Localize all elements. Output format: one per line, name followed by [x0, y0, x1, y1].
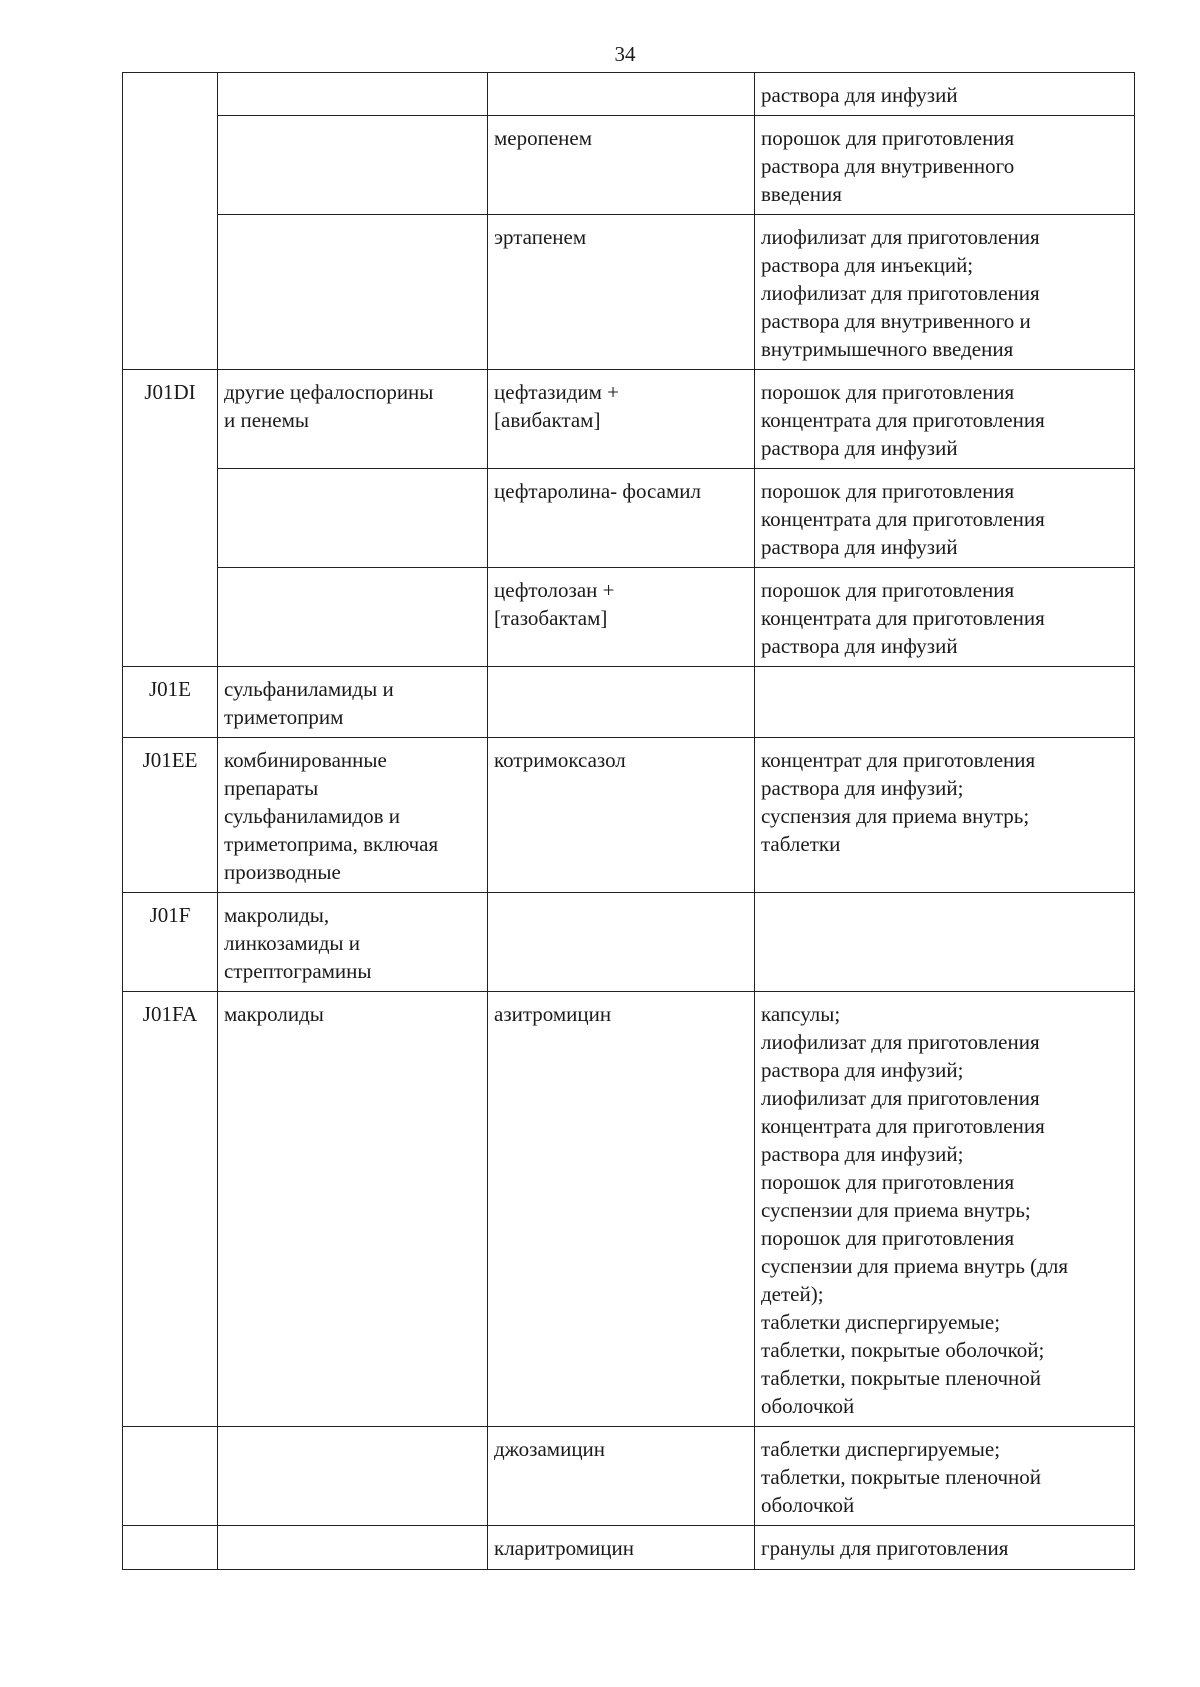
- atc-group-line: макролиды,: [224, 903, 330, 927]
- atc-group-line: триметоприм: [224, 705, 344, 729]
- table-row: [123, 215, 1135, 370]
- drug-name-line: [авибактам]: [494, 408, 601, 432]
- table-row: [123, 738, 1135, 893]
- table-row: [123, 116, 1135, 215]
- table-row: [123, 370, 1135, 469]
- dosage-forms-line: гранулы для приготовления: [761, 1536, 1009, 1560]
- atc-group-line: триметоприма, включая: [224, 832, 439, 856]
- atc-group-cell: [218, 469, 488, 568]
- drug-name-cell: [488, 568, 755, 667]
- dosage-forms-line: концентрата для приготовления: [761, 606, 1045, 630]
- table-row: [123, 893, 1135, 992]
- table-row: [123, 1427, 1135, 1526]
- atc-group-line: и пенемы: [224, 408, 310, 432]
- drug-name-cell: [488, 370, 755, 469]
- dosage-forms-line: порошок для приготовления: [761, 578, 1015, 602]
- dosage-forms-line: раствора для инфузий: [761, 634, 958, 658]
- dosage-forms-line: таблетки диспергируемые;: [761, 1437, 1001, 1461]
- drug-name-cell: [488, 893, 755, 992]
- dosage-forms-cell: [755, 215, 1135, 370]
- atc-group-line: макролиды: [224, 1002, 324, 1026]
- dosage-forms-line: концентрата для приготовления: [761, 1114, 1045, 1138]
- dosage-forms-line: порошок для приготовления: [761, 1170, 1015, 1194]
- drug-name-cell: [488, 1427, 755, 1526]
- atc-group-cell: [218, 215, 488, 370]
- dosage-forms-cell: [755, 568, 1135, 667]
- atc-group-cell: [218, 370, 488, 469]
- table-row: [123, 73, 1135, 116]
- table-row: [123, 469, 1135, 568]
- atc-group-line: линкозамиды и: [224, 931, 361, 955]
- dosage-forms-line: суспензии для приема внутрь (для: [761, 1254, 1069, 1278]
- dosage-forms-cell: [755, 893, 1135, 992]
- drug-name-line: джозамицин: [494, 1437, 606, 1461]
- dosage-forms-line: порошок для приготовления: [761, 380, 1015, 404]
- atc-code-cell: [123, 73, 218, 116]
- drug-name-line: цефтазидим +: [494, 380, 620, 404]
- atc-code-cell: [123, 1526, 218, 1570]
- drug-name-cell: [488, 738, 755, 893]
- atc-code-cell: J01F: [123, 893, 218, 992]
- dosage-forms-line: лиофилизат для приготовления: [761, 281, 1040, 305]
- dosage-forms-cell: [755, 992, 1135, 1427]
- dosage-forms-line: порошок для приготовления: [761, 1226, 1015, 1250]
- drug-name-line: кларитромицин: [494, 1536, 635, 1560]
- drug-name-line: [тазобактам]: [494, 606, 608, 630]
- atc-group-cell: [218, 1427, 488, 1526]
- drug-name-cell: [488, 73, 755, 116]
- dosage-forms-cell: [755, 1526, 1135, 1570]
- dosage-forms-cell: [755, 116, 1135, 215]
- dosage-forms-line: раствора для инфузий: [761, 535, 958, 559]
- atc-code-cell: [123, 116, 218, 215]
- drug-name-cell: [488, 1526, 755, 1570]
- dosage-forms-line: оболочкой: [761, 1493, 855, 1517]
- table-row: [123, 1526, 1135, 1570]
- atc-group-cell: [218, 568, 488, 667]
- atc-group-cell: [218, 1526, 488, 1570]
- atc-group-line: другие цефалоспорины: [224, 380, 434, 404]
- drug-name-line: меропенем: [494, 126, 593, 150]
- dosage-forms-line: раствора для инфузий: [761, 83, 958, 107]
- dosage-forms-line: таблетки: [761, 832, 841, 856]
- atc-group-line: сульфаниламиды и: [224, 677, 394, 701]
- dosage-forms-line: порошок для приготовления: [761, 479, 1015, 503]
- drug-table: [122, 72, 1135, 1570]
- atc-group-line: сульфаниламидов и: [224, 804, 400, 828]
- dosage-forms-line: концентрата для приготовления: [761, 507, 1045, 531]
- dosage-forms-line: раствора для внутривенного и: [761, 309, 1031, 333]
- drug-name-cell: [488, 215, 755, 370]
- atc-code-cell: J01DI: [123, 370, 218, 469]
- dosage-forms-line: внутримышечного введения: [761, 337, 1014, 361]
- dosage-forms-line: раствора для инфузий;: [761, 776, 964, 800]
- dosage-forms-cell: [755, 73, 1135, 116]
- dosage-forms-line: раствора для инфузий: [761, 436, 958, 460]
- dosage-forms-line: раствора для инъекций;: [761, 253, 974, 277]
- dosage-forms-line: концентрат для приготовления: [761, 748, 1036, 772]
- dosage-forms-line: капсулы;: [761, 1002, 841, 1026]
- dosage-forms-line: оболочкой: [761, 1394, 855, 1418]
- dosage-forms-line: лиофилизат для приготовления: [761, 1086, 1040, 1110]
- drug-name-cell: [488, 116, 755, 215]
- dosage-forms-line: концентрата для приготовления: [761, 408, 1045, 432]
- table-row: [123, 568, 1135, 667]
- atc-group-line: стрептограмины: [224, 959, 372, 983]
- drug-name-cell: [488, 667, 755, 738]
- dosage-forms-cell: [755, 738, 1135, 893]
- dosage-forms-line: лиофилизат для приготовления: [761, 1030, 1040, 1054]
- drug-name-cell: [488, 992, 755, 1427]
- dosage-forms-line: лиофилизат для приготовления: [761, 225, 1040, 249]
- dosage-forms-line: раствора для внутривенного: [761, 154, 1015, 178]
- dosage-forms-line: таблетки, покрытые пленочной: [761, 1465, 1042, 1489]
- atc-group-cell: [218, 667, 488, 738]
- drug-name-line: цефтолозан +: [494, 578, 615, 602]
- drug-name-line: эртапенем: [494, 225, 587, 249]
- dosage-forms-line: суспензии для приема внутрь;: [761, 1198, 1031, 1222]
- atc-group-cell: [218, 893, 488, 992]
- drug-name-line: котримоксазол: [494, 748, 626, 772]
- dosage-forms-cell: [755, 469, 1135, 568]
- atc-code-cell: [123, 1427, 218, 1526]
- atc-group-cell: [218, 116, 488, 215]
- atc-group-line: препараты: [224, 776, 319, 800]
- atc-code-cell: J01FA: [123, 992, 218, 1427]
- atc-group-cell: [218, 73, 488, 116]
- dosage-forms-cell: [755, 1427, 1135, 1526]
- page-number: 34: [614, 42, 636, 66]
- atc-code-cell: [123, 568, 218, 667]
- dosage-forms-cell: [755, 370, 1135, 469]
- atc-group-cell: [218, 738, 488, 893]
- dosage-forms-line: порошок для приготовления: [761, 126, 1015, 150]
- atc-group-cell: [218, 992, 488, 1427]
- dosage-forms-line: таблетки, покрытые пленочной: [761, 1366, 1042, 1390]
- dosage-forms-line: раствора для инфузий;: [761, 1142, 964, 1166]
- atc-group-line: производные: [224, 860, 341, 884]
- drug-name-line: азитромицин: [494, 1002, 612, 1026]
- table-row: [123, 992, 1135, 1427]
- table-row: [123, 667, 1135, 738]
- atc-group-line: комбинированные: [224, 748, 387, 772]
- dosage-forms-line: введения: [761, 182, 842, 206]
- atc-code-cell: [123, 469, 218, 568]
- drug-name-line: цефтаролина- фосамил: [494, 479, 701, 503]
- dosage-forms-line: таблетки диспергируемые;: [761, 1310, 1001, 1334]
- dosage-forms-line: раствора для инфузий;: [761, 1058, 964, 1082]
- dosage-forms-line: суспензия для приема внутрь;: [761, 804, 1030, 828]
- dosage-forms-line: детей);: [761, 1282, 824, 1306]
- atc-code-cell: J01E: [123, 667, 218, 738]
- dosage-forms-line: таблетки, покрытые оболочкой;: [761, 1338, 1045, 1362]
- dosage-forms-cell: [755, 667, 1135, 738]
- atc-code-cell: [123, 215, 218, 370]
- drug-name-cell: [488, 469, 755, 568]
- atc-code-cell: J01EE: [123, 738, 218, 893]
